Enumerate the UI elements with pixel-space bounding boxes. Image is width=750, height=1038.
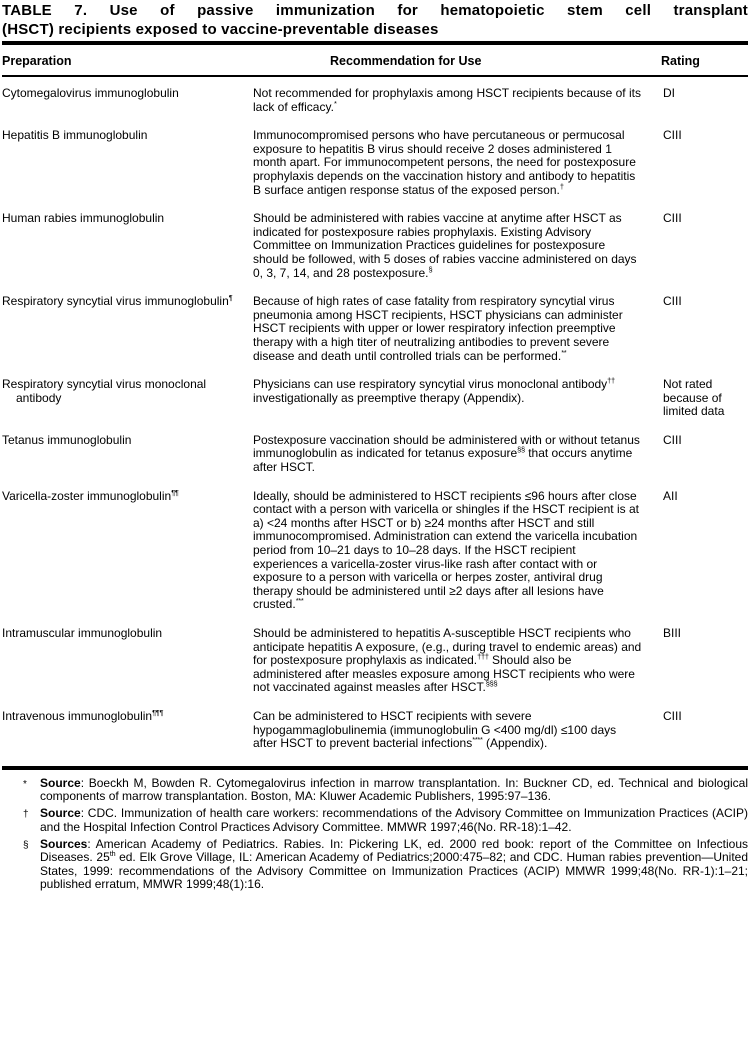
- preparation-cell: Human rabies immunoglobulin: [2, 211, 165, 226]
- recommendation-cell: Should be administered to hepatitis A-susceptible HSCT recipients who anticipate hepatitis A exposure, (e.g., during travel to endemic areas) and for postexposure prophylaxis as indicated.††† Should also be administered after measles exposure among HSCT recipients who were not vaccinated against measles after HSCT.§§§: [253, 626, 642, 695]
- footnote-body: : CDC. Immunization of health care workers: recommendations of the Advisory Committee on Immunization Practices (ACIP) and the Hospital Infection Control Practices Advisory Committee. MMWR 1997;46(No. RR-18):1–42.: [40, 806, 748, 834]
- preparation-cell: Varicella-zoster immunoglobulin¶¶: [2, 487, 179, 503]
- table-header-row: [2, 45, 748, 75]
- rating-cell: CIII: [663, 211, 682, 226]
- preparation-cell: Respiratory syncytial virus monoclonal antibody: [2, 377, 207, 405]
- footnote: [2, 807, 748, 834]
- preparation-cell: Respiratory syncytial virus immunoglobulin¶: [2, 293, 233, 309]
- recommendation-cell: Immunocompromised persons who have percutaneous or permucosal exposure to hepatitis B virus should receive 2 doses administered 1 month apart. For immunocompetent persons, the need for postexposure prophylaxis depends on the vaccination history and antibody to hepatitis B surface antigen response status of the exposed person.†: [253, 128, 636, 197]
- column-header-preparation: Preparation: [2, 54, 72, 68]
- preparation-cell: Intramuscular immunoglobulin: [2, 626, 163, 640]
- rating-cell: CIII: [663, 294, 682, 309]
- table-row: [2, 212, 748, 280]
- table-body: [2, 77, 748, 751]
- table-row: [2, 707, 748, 751]
- column-header-rating: Rating: [661, 54, 700, 68]
- footnote-text: [40, 807, 748, 834]
- footnote: [2, 838, 748, 891]
- table-row: [2, 295, 748, 363]
- footnote-body: : American Academy of Pediatrics. Rabies. In: Pickering LK, ed. 2000 red book: report of the Committee on Infectious Diseases. 25th ed. Elk Grove Village, IL: American Academy of Pediatrics;2000:475–82; and CDC. Human rabies prevention—United States, 1999: recommendations of the Advisory Committee on Immunization Practices (ACIP) MMWR 1999;48(No. RR-1):1–21; published erratum, MMWR 1999;48(1):16.: [40, 836, 749, 891]
- footnote-marker: †: [23, 809, 29, 821]
- footnote-source-label: Source: [40, 806, 81, 821]
- column-header-recommendation: Recommendation for Use: [330, 54, 482, 68]
- rating-cell: AII: [663, 488, 678, 503]
- footnote-text: [40, 777, 748, 804]
- footnote-body: : Boeckh M, Bowden R. Cytomegalovirus infection in marrow transplantation. In: Buckner CD, ed. Technical and biological components of marrow transplantation. Boston, MA: Kluwer Academic Publishers, 1995:97–136.: [40, 775, 748, 804]
- footnote: [2, 777, 748, 804]
- table-title: [2, 2, 748, 39]
- footnote-source-label: Sources: [40, 836, 88, 851]
- preparation-cell: Hepatitis B immunoglobulin: [2, 128, 148, 143]
- table-row: [2, 87, 748, 114]
- recommendation-cell: Physicians can use respiratory syncytial virus monoclonal antibody†† investigationally as preemptive therapy (Appendix).: [253, 376, 615, 405]
- recommendation-cell: Postexposure vaccination should be administered with or without tetanus immunoglobulin as indicated for tetanus exposure§§ that occurs anytime after HSCT.: [253, 432, 640, 475]
- rating-cell: CIII: [663, 432, 682, 447]
- preparation-cell: Intravenous immunoglobulin¶¶¶: [2, 707, 164, 723]
- rating-cell: DI: [663, 86, 675, 100]
- recommendation-cell: Not recommended for prophylaxis among HSCT recipients because of its lack of efficacy.*: [253, 86, 641, 114]
- rating-cell: CIII: [663, 128, 682, 143]
- rating-cell: BIII: [663, 626, 682, 640]
- preparation-cell: Cytomegalovirus immunoglobulin: [2, 86, 179, 100]
- table-row: [2, 434, 748, 475]
- table-title-line-1: TABLE 7. Use of passive immunization for hematopoietic stem cell transplant: [2, 2, 748, 19]
- footnote-marker: *: [23, 778, 27, 790]
- table-row: [2, 487, 748, 612]
- recommendation-cell: Can be administered to HSCT recipients with severe hypogammaglobulinemia (immunoglobulin G <400 mg/dl) ≤100 days after HSCT to prevent bacterial infections**** (Appendix).: [253, 708, 617, 751]
- table-row: [2, 627, 748, 695]
- recommendation-cell: Should be administered with rabies vaccine at anytime after HSCT as indicated for postexposure rabies prophylaxis. Existing Advisory Committee on Immunization Practices guidelines for postexposure should be followed, with 5 doses of rabies vaccine administered on days 0, 3, 7, 14, and 28 postexposure.§: [253, 211, 637, 280]
- footnote-marker: §: [23, 839, 29, 851]
- footnote-text: [40, 838, 748, 891]
- rating-cell: Not rated because of limited data: [663, 377, 725, 419]
- footnote-source-label: Source: [40, 775, 81, 790]
- recommendation-cell: Ideally, should be administered to HSCT recipients ≤96 hours after close contact with a person with varicella or shingles if the HSCT recipient is at a) <24 months after HSCT or b) ≥24 months after HSCT and still immunocompromised. Administration can extend the varicella incubation period from 10–21 days to 10–28 days. If the HSCT recipient experiences a varicella-zoster virus-like rash after contact with or exposure to a person with varicella or herpes zoster, antiviral drug therapy should be administered until ≥2 days after all lesions have crusted.***: [253, 488, 639, 612]
- preparation-cell: Tetanus immunoglobulin: [2, 432, 132, 447]
- rating-cell: CIII: [663, 708, 682, 723]
- table-row: [2, 378, 748, 419]
- table-row: [2, 129, 748, 197]
- footnotes: [2, 770, 748, 891]
- table-title-line-2: (HSCT) recipients exposed to vaccine-preventable diseases: [2, 20, 439, 38]
- recommendation-cell: Because of high rates of case fatality from respiratory syncytial virus pneumonia among HSCT recipients, HSCT physicians can administer HSCT recipients with upper or lower respiratory infection preemptive therapy with a high titer of neutralizing antibodies to prevent severe disease and death until controlled trials can be performed.**: [253, 294, 623, 363]
